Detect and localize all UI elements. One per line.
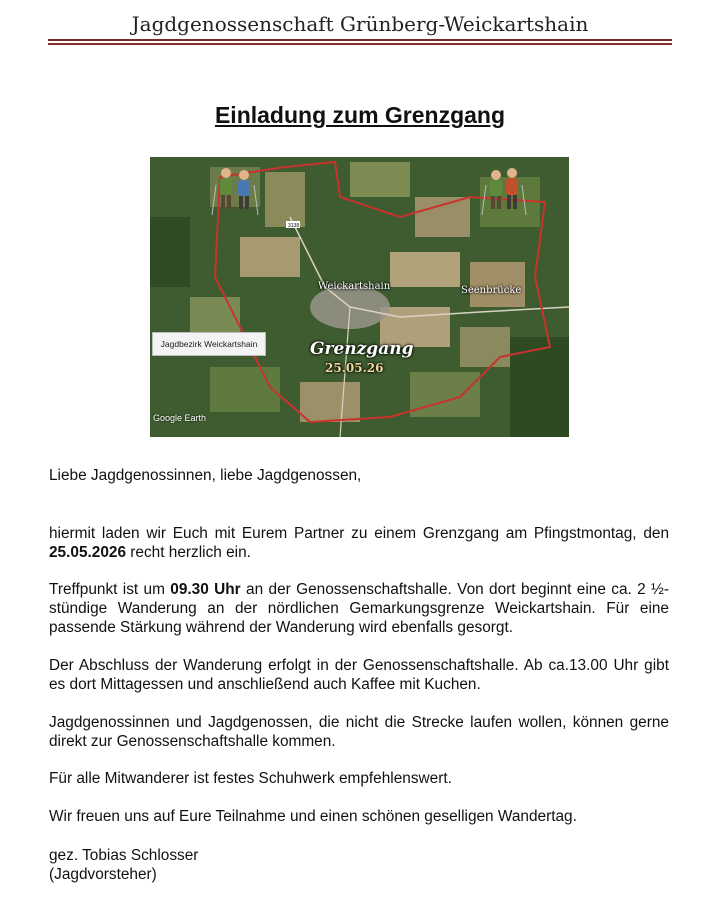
map-label-event: Grenzgang: [310, 339, 414, 359]
map-label-date: 25.05.26: [325, 361, 384, 375]
map-district-box: Jagdbezirk Weickartshain: [152, 332, 266, 356]
paragraph-footwear: Für alle Mitwanderer ist festes Schuhwerk empfehlenswert.: [49, 770, 452, 787]
signature-name: gez. Tobias Schlosser: [49, 847, 199, 864]
map-label-place: Seenbrücke: [461, 285, 522, 296]
invitation-text-end: recht herzlich ein.: [126, 544, 251, 561]
paragraph-closing: Wir freuen uns auf Eure Teilnahme und einen schönen geselligen Wandertag.: [49, 808, 577, 825]
greeting: Liebe Jagdgenossinnen, liebe Jagdgenossen,: [49, 467, 362, 484]
meeting-text: Treffpunkt ist um: [49, 581, 171, 598]
organization-title: Jagdgenossenschaft Grünberg-Weickartshain: [131, 12, 589, 36]
paragraph-meeting-point: [49, 580, 669, 637]
meeting-time: 09.30 Uhr: [170, 581, 241, 598]
header-rule-top: [48, 39, 672, 41]
map-image: [150, 157, 569, 437]
meeting-text-end: an der Genossenschaftshalle. Von dort beginnt eine ca. 2 ½-stündige Wanderung an der nördlichen Gemarkungsgrenze Weickartshain. Für eine passende Stärkung während der Wanderung wird ebenfalls gesorgt.: [49, 581, 670, 636]
invitation-text: hiermit laden wir Euch mit Eurem Partner zu einem Grenzgang am Pfingstmontag, den: [49, 525, 669, 542]
header-rule-bottom: [48, 43, 672, 45]
paragraph-non-walkers: Jagdgenossinnen und Jagdgenossen, die nicht die Strecke laufen wollen, können gerne direkt zur Genossenschaftshalle kommen.: [49, 714, 669, 750]
map-credit: Google Earth: [153, 413, 207, 423]
event-date: 25.05.2026: [49, 544, 127, 561]
map-terrain: [150, 157, 569, 437]
map-label-town: Weickartshain: [318, 281, 391, 292]
page-heading: Einladung zum Grenzgang: [214, 102, 506, 128]
signature: [49, 846, 669, 884]
paragraph-invitation: [49, 524, 669, 562]
road-number: 3138: [288, 223, 300, 229]
signature-role: (Jagdvorsteher): [49, 866, 157, 883]
paragraph-conclusion: Der Abschluss der Wanderung erfolgt in der Genossenschaftshalle. Ab ca.13.00 Uhr gibt es dort Mittagessen und anschließend auch Kaffee mit Kuchen.: [49, 657, 669, 693]
